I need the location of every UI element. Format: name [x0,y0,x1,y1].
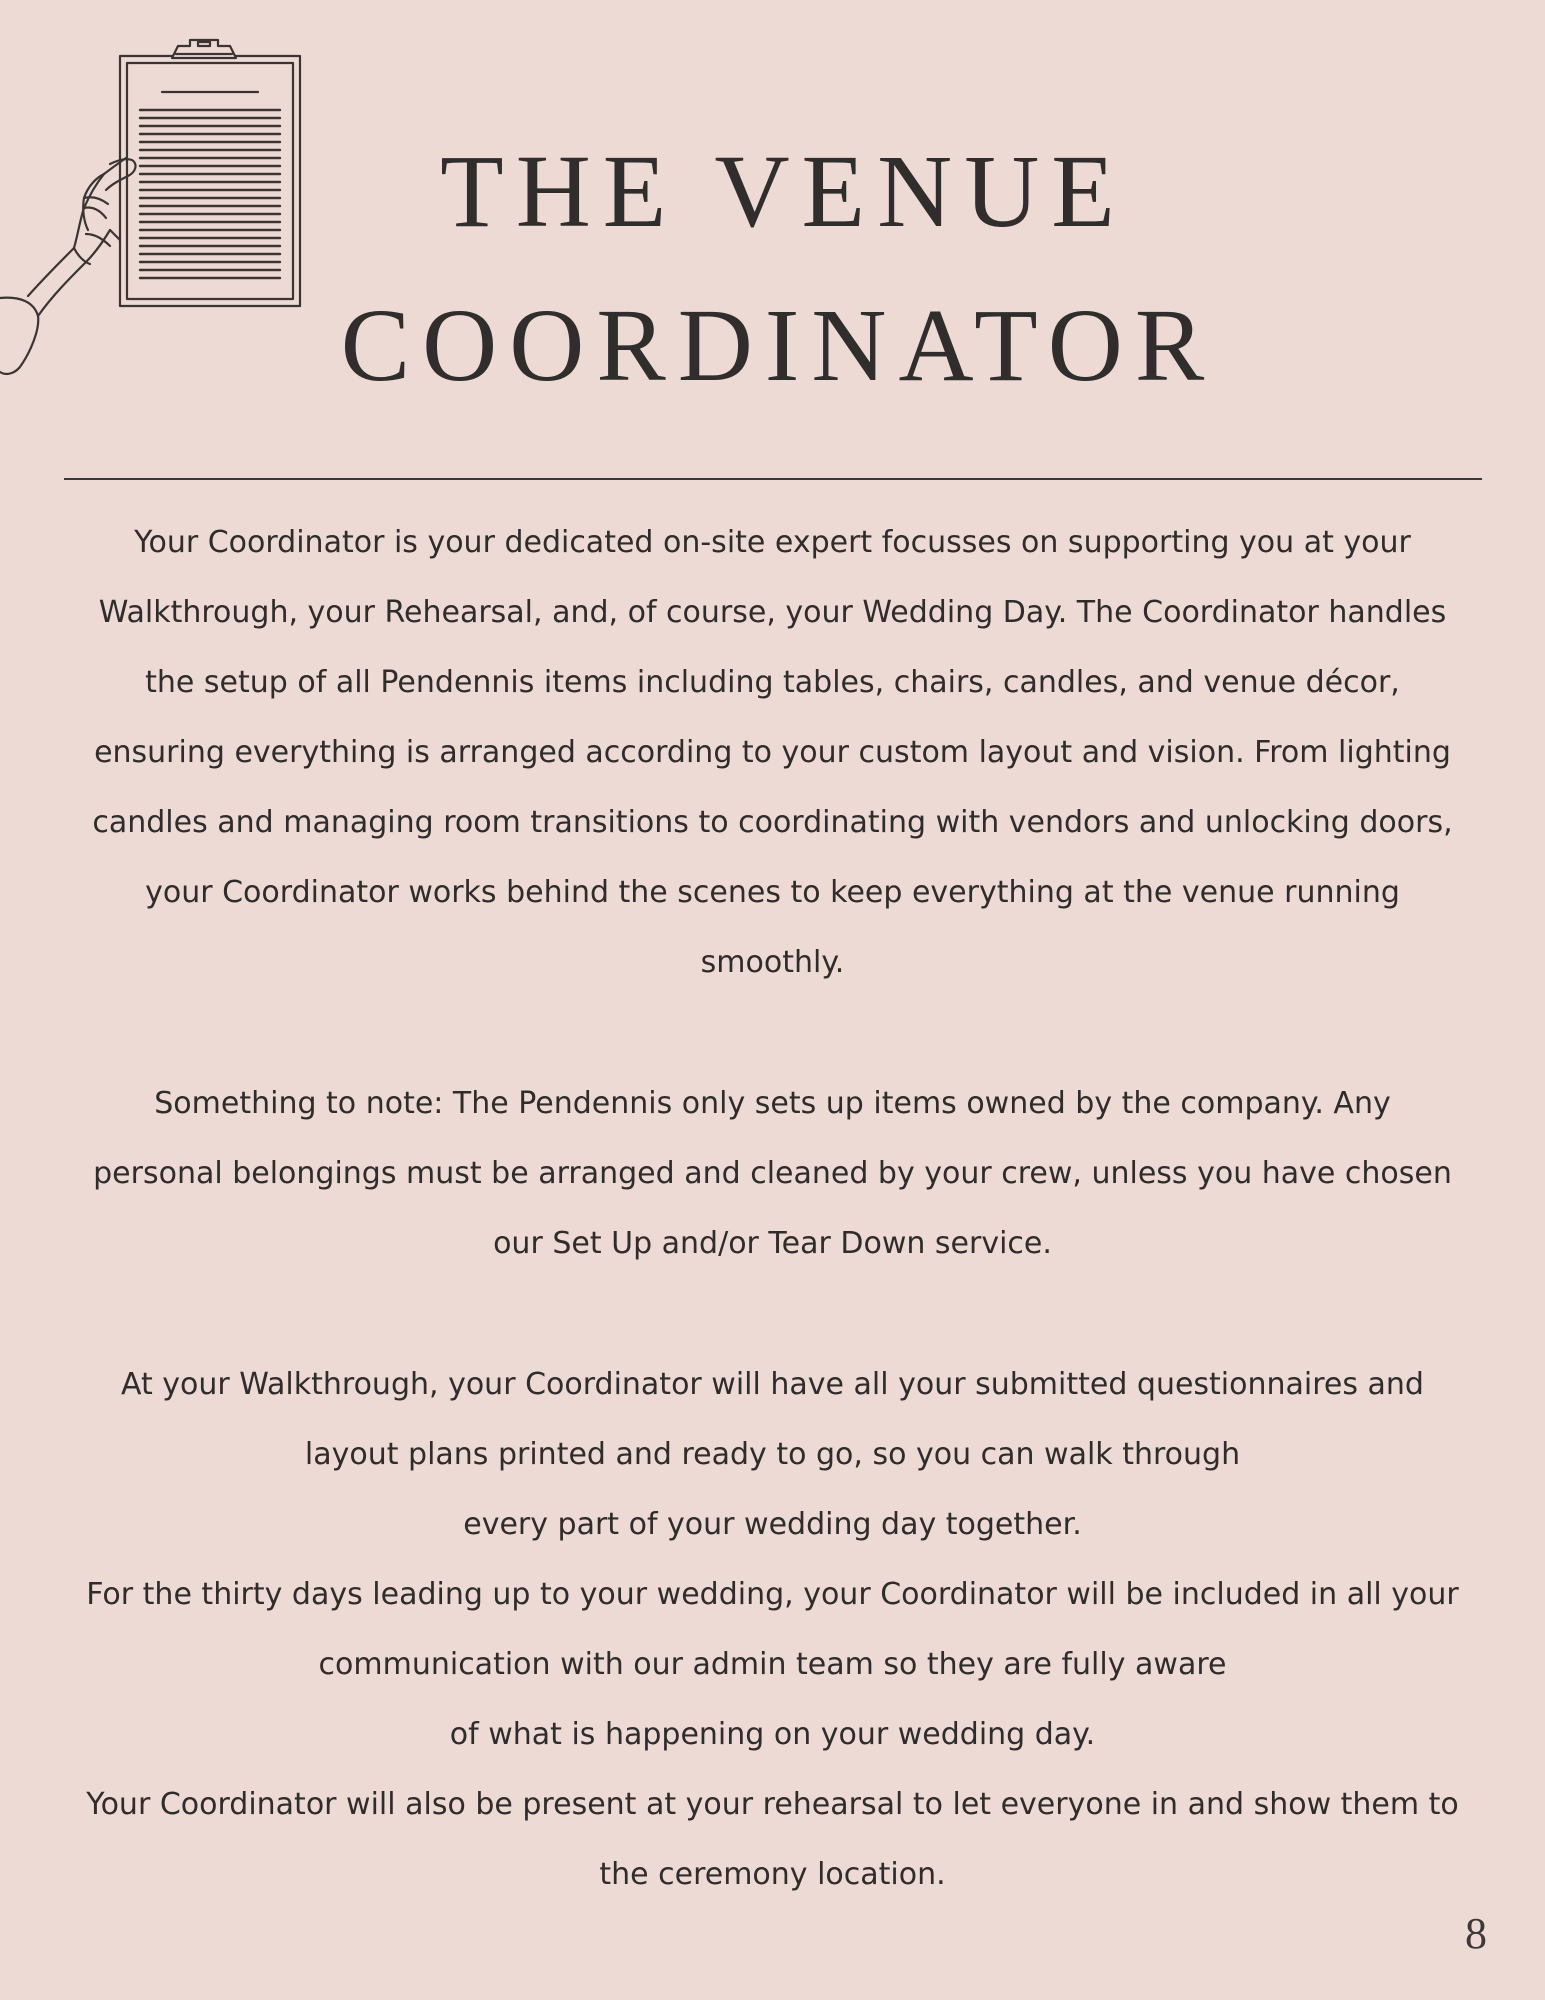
paragraph-line: your Coordinator works behind the scenes to keep everything at the venue running [145,875,1400,910]
walkthrough-paragraph [80,1350,1465,1910]
paragraph-line: Your Coordinator is your dedicated on-site expert focusses on supporting you at your [134,525,1411,560]
paragraph-line: our Set Up and/or Tear Down service. [493,1226,1052,1261]
paragraph-line: layout plans printed and ready to go, so you can walk through [304,1437,1241,1472]
paragraph-line: the ceremony location. [599,1857,946,1892]
paragraph-line: the setup of all Pendennis items including tables, chairs, candles, and venue décor, [145,665,1400,700]
page-number: 8 [1465,1909,1487,1958]
paragraph-line: At your Walkthrough, your Coordinator will have all your submitted questionnaires and [121,1367,1424,1402]
page-title-line-1: THE VENUE [440,134,1127,249]
paragraph-line: ensuring everything is arranged according to your custom layout and vision. From lighting [94,735,1451,770]
paragraph-line: every part of your wedding day together. [463,1507,1082,1542]
paragraph-line: personal belongings must be arranged and cleaned by your crew, unless you have chosen [93,1156,1452,1191]
paragraph-line: Something to note: The Pendennis only sets up items owned by the company. Any [154,1086,1391,1121]
page-title-line-2: COORDINATOR [340,288,1217,403]
intro-paragraph [80,508,1465,998]
note-paragraph [80,1069,1465,1279]
paragraph-line: candles and managing room transitions to coordinating with vendors and unlocking doors, [92,805,1453,840]
paragraph-line: communication with our admin team so they are fully aware [318,1647,1227,1682]
title-divider [64,478,1482,480]
paragraph-line: For the thirty days leading up to your wedding, your Coordinator will be included in all your [86,1577,1459,1612]
paragraph-line: of what is happening on your wedding day. [449,1717,1096,1752]
paragraph-line: smoothly. [700,945,845,980]
paragraph-line: Your Coordinator will also be present at your rehearsal to let everyone in and show them to [86,1787,1459,1822]
paragraph-line: Walkthrough, your Rehearsal, and, of course, your Wedding Day. The Coordinator handles [98,595,1447,630]
